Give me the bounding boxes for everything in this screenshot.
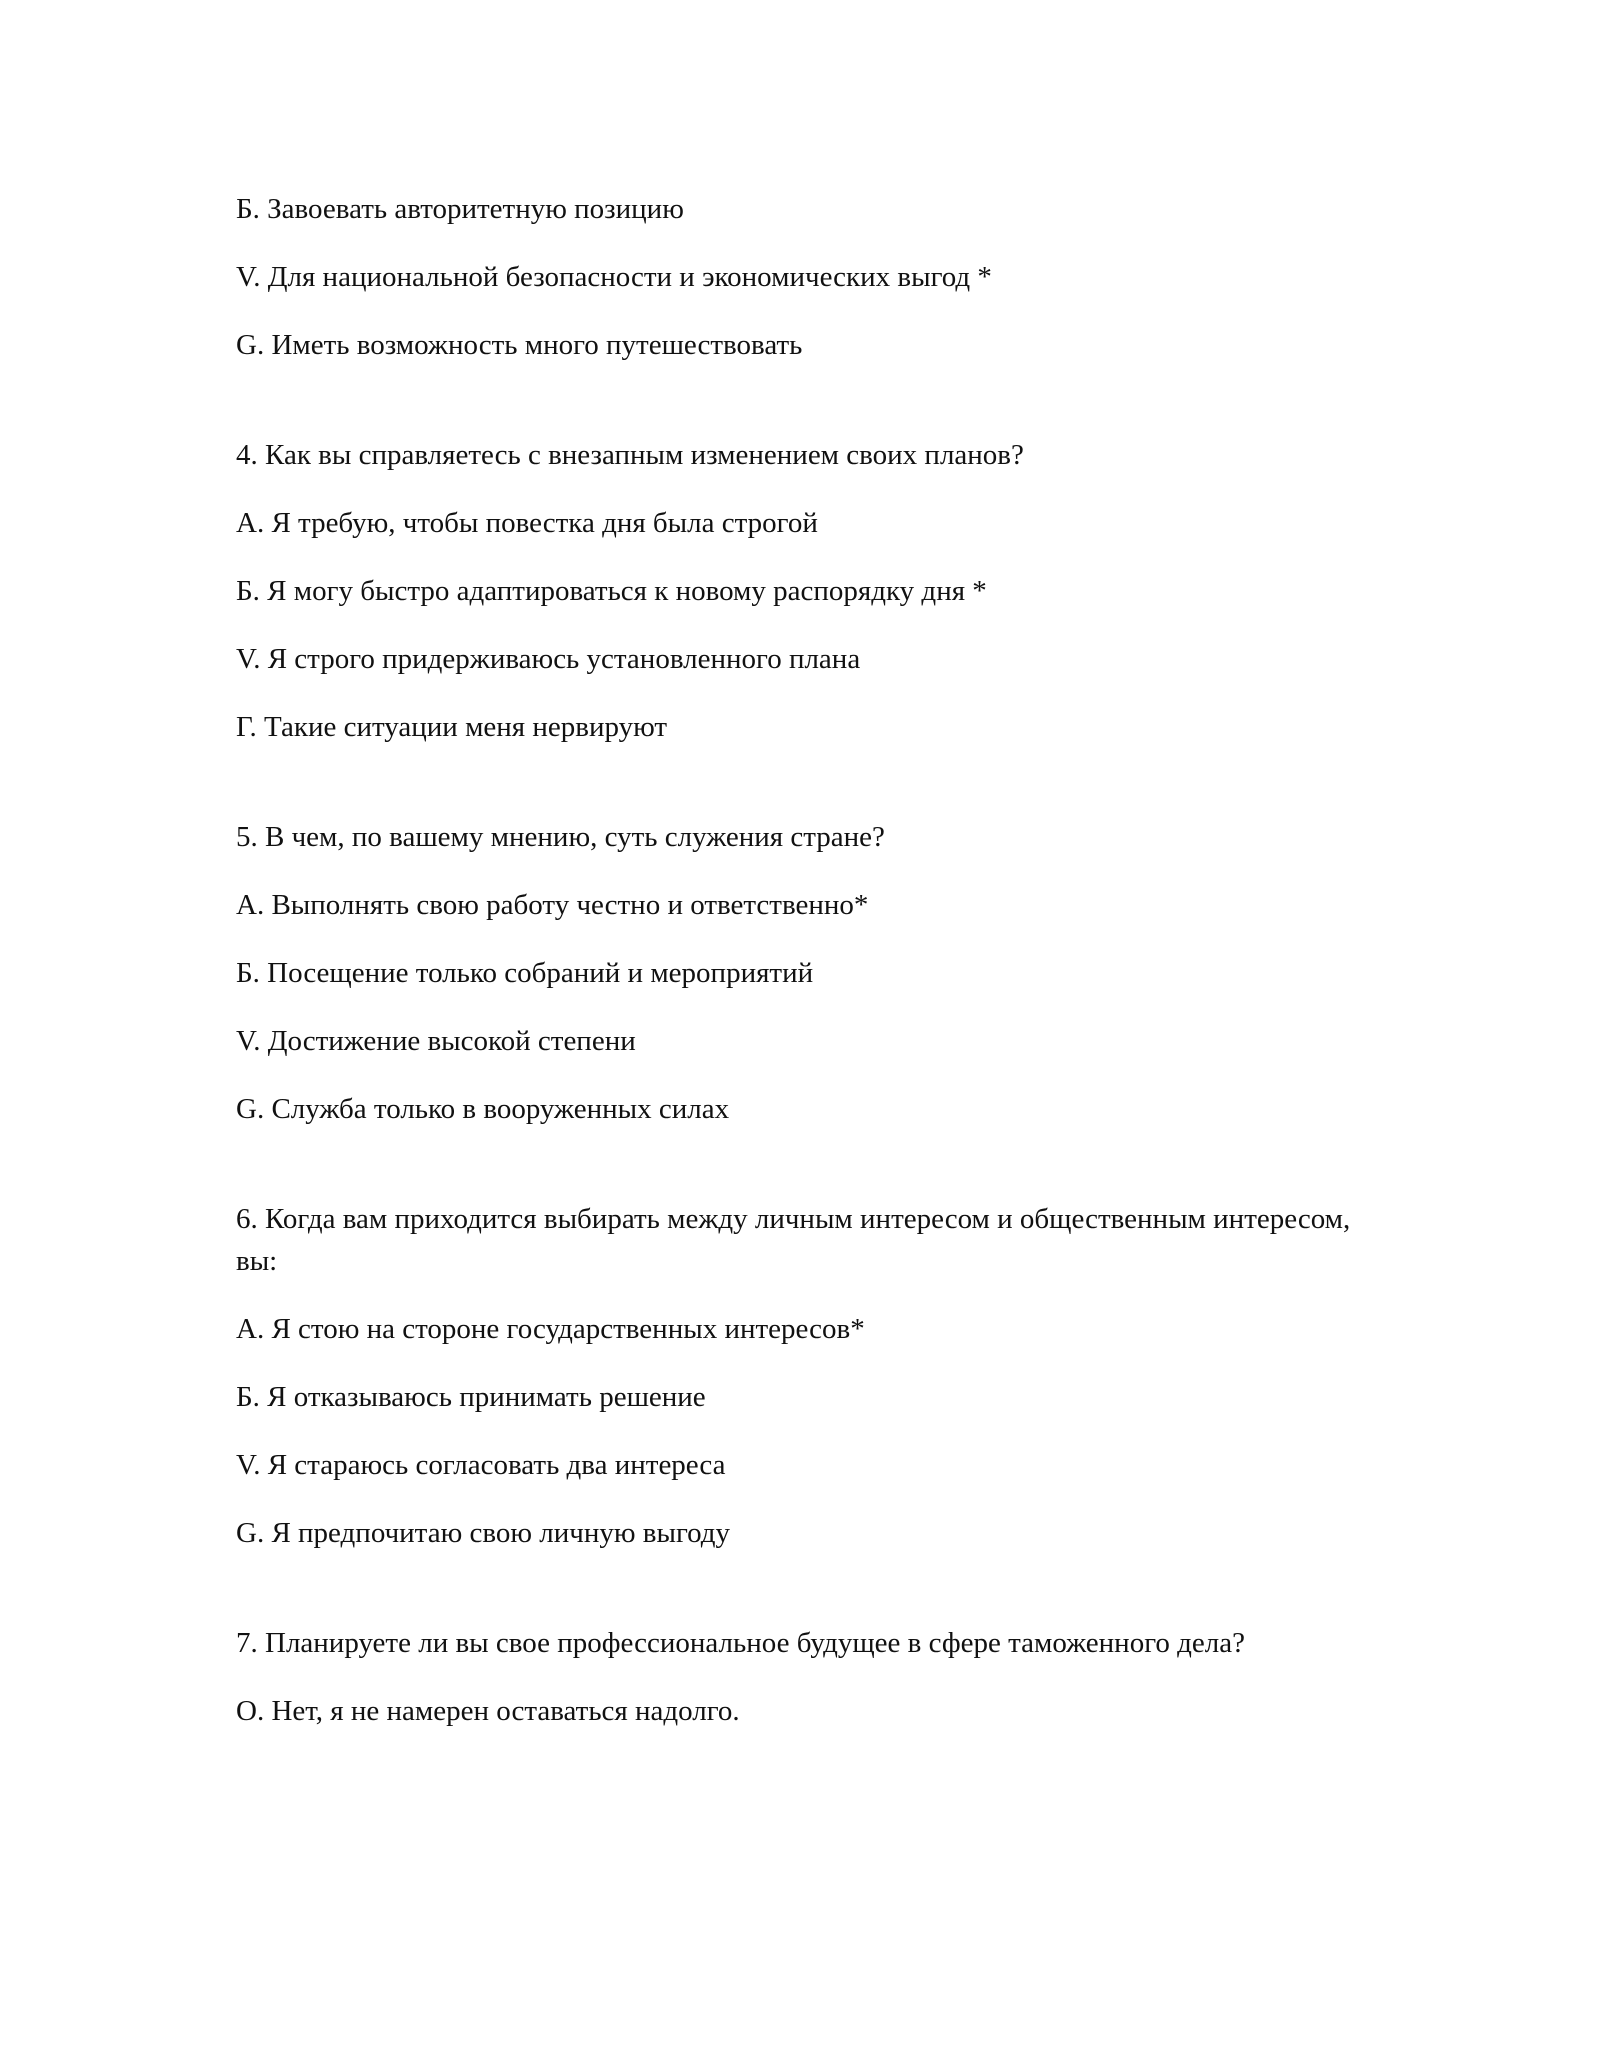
answer-option: V. Я стараюсь согласовать два интереса	[236, 1449, 726, 1481]
answer-option: Б. Я отказываюсь принимать решение	[236, 1381, 706, 1413]
answer-option: Б. Завоевать авторитетную позицию	[236, 193, 684, 225]
question-6: 6. Когда вам приходится выбирать между личным интересом и общественным интересом, вы:	[236, 1203, 1351, 1277]
answer-option: A. Выполнять свою работу честно и ответственно*	[236, 889, 869, 921]
question-7: 7. Планируете ли вы свое профессиональное будущее в сфере таможенного дела?	[236, 1627, 1245, 1659]
answer-option: V. Для национальной безопасности и экономических выгод *	[236, 261, 992, 293]
answer-option: Б. Я могу быстро адаптироваться к новому распорядку дня *	[236, 575, 987, 607]
question-5: 5. В чем, по вашему мнению, суть служения стране?	[236, 821, 885, 853]
answer-option: G. Я предпочитаю свою личную выгоду	[236, 1517, 731, 1549]
answer-option: A. Я требую, чтобы повестка дня была строгой	[236, 507, 818, 539]
answer-option: V. Я строго придерживаюсь установленного плана	[236, 643, 861, 675]
answer-option: Г. Такие ситуации меня нервируют	[236, 711, 668, 743]
answer-option: V. Достижение высокой степени	[236, 1025, 636, 1057]
questionnaire-content	[236, 188, 1366, 1758]
answer-option: G. Служба только в вооруженных силах	[236, 1093, 730, 1125]
answer-option: G. Иметь возможность много путешествовать	[236, 329, 803, 361]
question-4: 4. Как вы справляетесь с внезапным изменением своих планов?	[236, 439, 1024, 471]
answer-option: O. Нет, я не намерен оставаться надолго.	[236, 1695, 740, 1727]
answer-option: Б. Посещение только собраний и мероприятий	[236, 957, 814, 989]
answer-option: A. Я стою на стороне государственных интересов*	[236, 1313, 865, 1345]
